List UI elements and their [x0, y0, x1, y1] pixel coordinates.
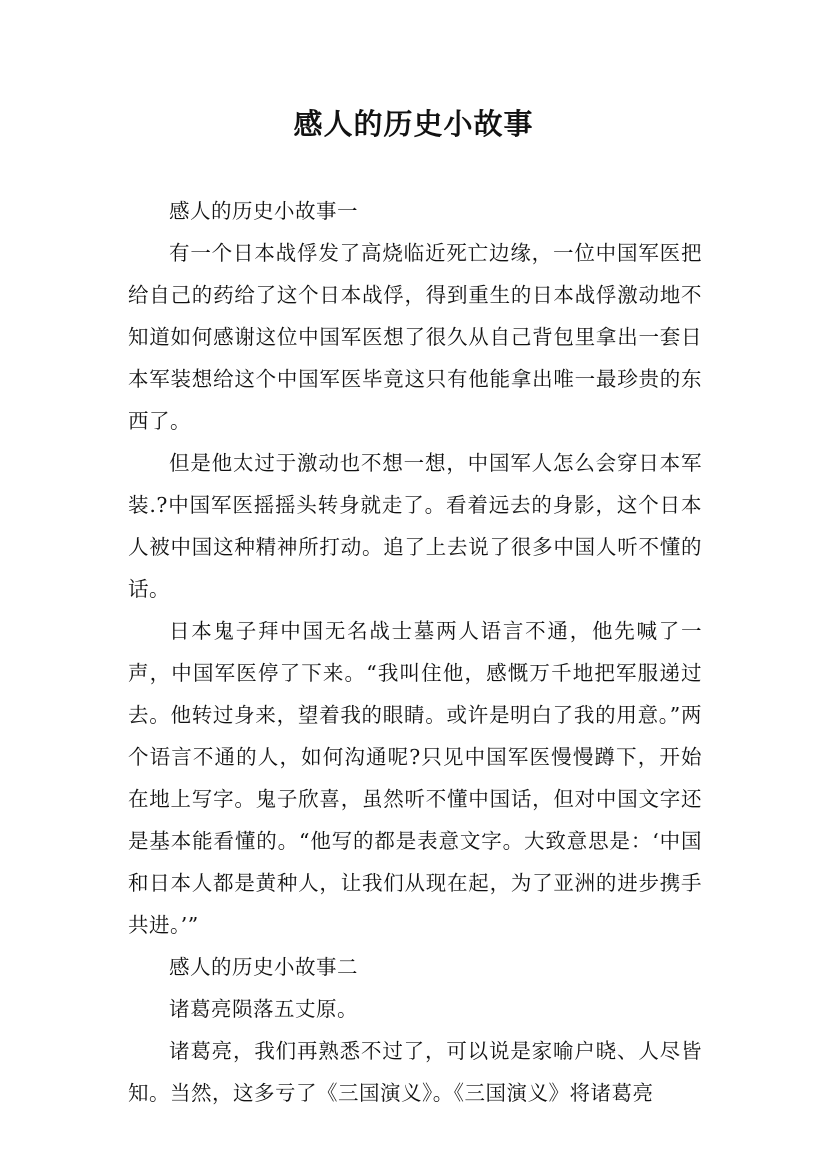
- paragraph: 诸葛亮陨落五丈原。: [169, 997, 358, 1021]
- document-body: [128, 190, 702, 1114]
- document-title: 感人的历史小故事: [293, 107, 534, 141]
- paragraph: 有一个日本战俘发了高烧临近死亡边缘，一位中国军医把给自己的药给了这个日本战俘，得到重生的日本战俘激动地不知道如何感谢这位中国军医想了很久从自己背包里拿出一套日本军装想给这个中国军医毕竟这只有他能拿出唯一最珍贵的东西了。: [128, 241, 702, 433]
- paragraph: 诸葛亮，我们再熟悉不过了，可以说是家喻户晓、人尽皆知。当然，这多亏了《三国演义》。《三国演义》将诸葛亮: [128, 1039, 702, 1105]
- section-heading-2: 感人的历史小故事二: [169, 955, 358, 979]
- paragraph: 日本鬼子拜中国无名战士墓两人语言不通，他先喊了一声，中国军医停了下来。“我叫住他，感慨万千地把军服递过去。他转过身来，望着我的眼睛。或许是明白了我的用意。”两个语言不通的人，如何沟通呢?只见中国军医慢慢蹲下，开始在地上写字。鬼子欣喜，虽然听不懂中国话，但对中国文字还是基本能看懂的。“他写的都是表意文字。大致意思是：‘中国和日本人都是黄种人，让我们从现在起，为了亚洲的进步携手共进。’”: [128, 619, 702, 937]
- paragraph: 但是他太过于激动也不想一想，中国军人怎么会穿日本军装.?中国军医摇摇头转身就走了。看着远去的身影，这个日本人被中国这种精神所打动。追了上去说了很多中国人听不懂的话。: [128, 451, 702, 601]
- section-heading-1: 感人的历史小故事一: [169, 199, 358, 223]
